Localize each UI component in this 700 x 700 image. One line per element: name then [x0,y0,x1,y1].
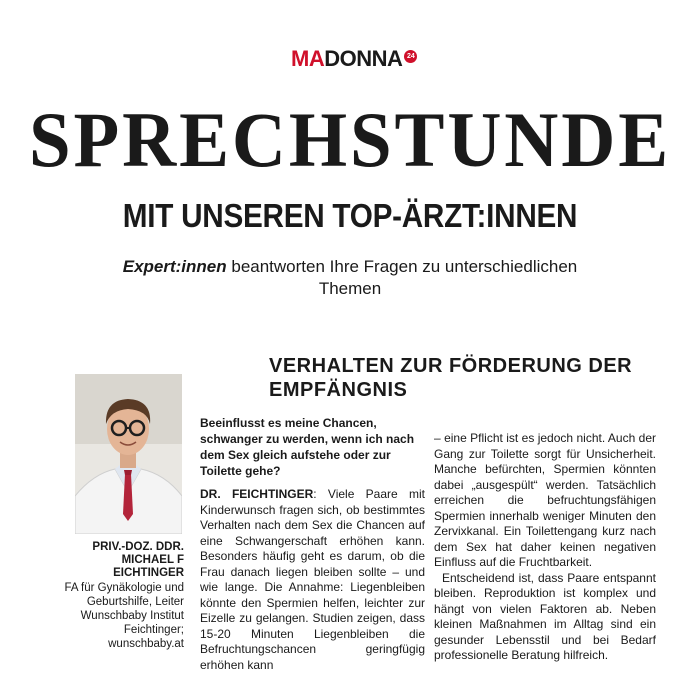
answer-speaker: DR. FEICHTINGER [200,487,314,501]
article-title: VERHALTEN ZUR FÖRDERUNG DER EMPFÄNGNIS [269,355,633,401]
article-answer-col1 [200,487,425,673]
doctor-photo [75,374,182,534]
magazine-logo [291,46,417,72]
doctor-affiliation: FA für Gynäkologie und Geburtshilfe, Leiter Wunschbaby Institut Feichtinger; wunschbaby.at [64,582,184,650]
answer-paragraph-2: Entscheidend ist, dass Paare entspannt bleiben. Reproduktion ist komplex und hängt von vielen Faktoren ab. Neben kleinen Maßnahmen im Alltag sind ein gesunder Lebensstil und bei Bedarf professionelle Beratung hilfreich. [434,570,656,662]
page-title: SPRECHSTUNDE [28,96,672,183]
logo-badge: 24 [404,50,417,63]
page-subtitle: MIT UNSEREN TOP-ÄRZT:INNEN [122,197,578,234]
answer-text-col1: : Viele Paare mit Kinderwunsch fragen sich, ob bestimmtes Verhalten nach dem Sex die Chancen auf eine Schwangerschaft erhöhen kann. Besonders häufig geht es darum, ob die Frau danach liegen bleiben sollte – und wie lange. Die Annahme: Liegenbleiben könnte den Spermien helfen, leichter zur Eizelle zu gelangen. Studien zeigen, dass 15-20 Minuten Liegenbleiben die Befruchtungschancen geringfügig erhöhen kann [200,487,425,672]
doctor-name: PRIV.-DOZ. DDR. MICHAEL F EICHTINGER [92,541,184,579]
logo-ma: MA [291,46,325,71]
intro-text [100,256,600,300]
doctor-portrait-icon [75,374,182,534]
intro-bold: Expert:innen [122,257,227,276]
logo-donna: DONNA [324,46,403,71]
intro-rest: beantworten Ihre Fragen zu unterschiedlichen Themen [226,257,578,298]
answer-paragraph-1: – eine Pflicht ist es jedoch nicht. Auch der Gang zur Toilette sorgt für Unsicherheit. Manche befürchten, Spermien könnten dabei „ausgespült“ werden. Tatsächlich erreichen die befruchtungsfähigen Spermien innerhalb weniger Minuten den Zervixkanal. Ein Toilettengang kurz nach dem Sex hat daher keinen negativen Einfluss auf die Fruchtbarkeit. [434,431,656,569]
article-answer-col2 [434,431,656,664]
article-question: Beeinflusst es meine Chancen, schwanger zu werden, wenn ich nach dem Sex gleich aufstehe oder zur Toilette gehe? [200,416,415,478]
